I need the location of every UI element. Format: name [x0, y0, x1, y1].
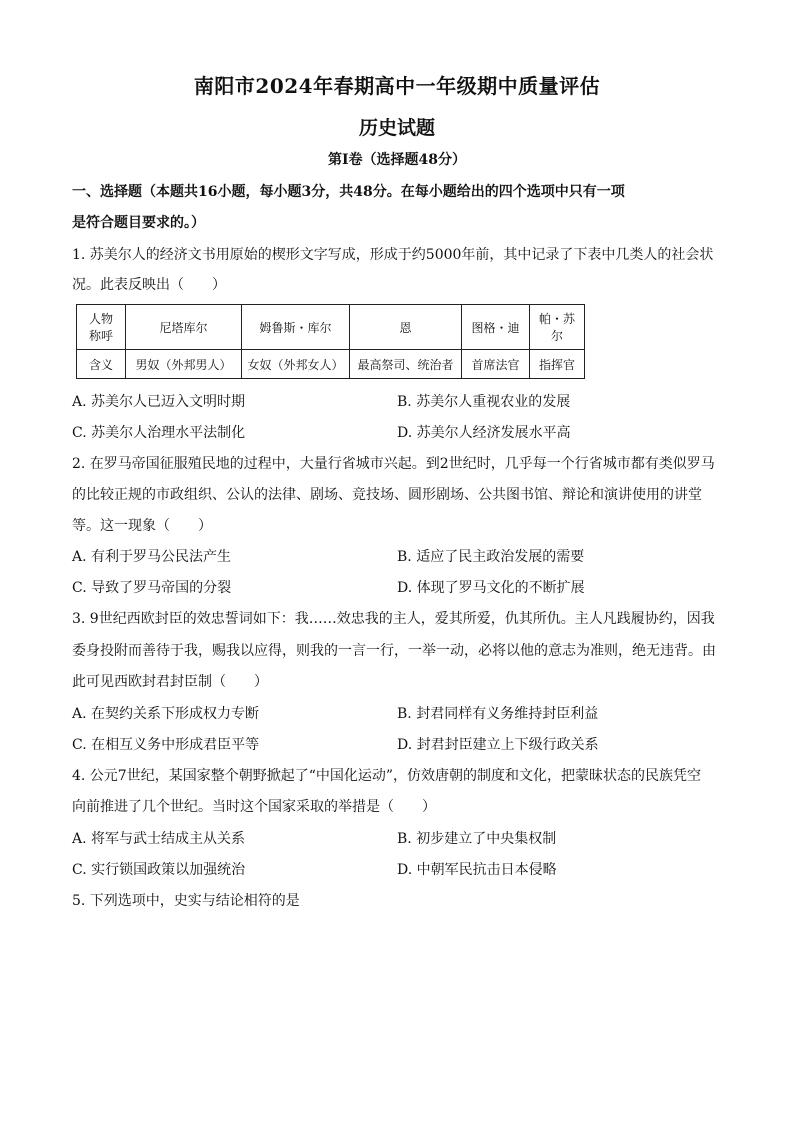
q3-option-c: C. 在相互义务中形成君臣平等	[72, 737, 260, 753]
table-cell: 首席法官	[462, 350, 530, 379]
q4-option-b: B. 初步建立了中央集权制	[397, 831, 557, 847]
q2-option-b: B. 适应了民主政治发展的需要	[397, 549, 585, 565]
table-cell: 尼塔库尔	[126, 305, 242, 350]
q1-table	[76, 304, 585, 379]
q2-option-d: D. 体现了罗马文化的不断扩展	[397, 580, 585, 596]
exam-title: 南阳市2024年春期高中一年级期中质量评估	[193, 74, 601, 98]
table-cell: 帕・苏尔	[530, 305, 585, 350]
q3-option-b: B. 封君同样有义务维持封臣利益	[397, 706, 599, 722]
instructions-line-2: 是符合题目要求的。）	[72, 215, 205, 231]
table-cell: 最高祭司、统治者	[350, 350, 462, 379]
table-cell: 姆鲁斯・库尔	[242, 305, 350, 350]
table-cell: 女奴（外邦女人）	[242, 350, 350, 379]
q3-option-d: D. 封君封臣建立上下级行政关系	[397, 737, 599, 753]
instructions-line-1: 一、选择题（本题共16小题，每小题3分，共48分。在每小题给出的四个选项中只有一项	[72, 184, 625, 200]
q1-stem-line-1: 1. 苏美尔人的经济文书用原始的楔形文字写成，形成于约5000年前，其中记录了下表中几类人的社会状	[72, 247, 714, 263]
q4-option-c: C. 实行锁国政策以加强统治	[72, 862, 246, 878]
table-cell: 图格・迪	[462, 305, 530, 350]
q3-stem-line-2: 委身投附而善待于我，赐我以应得，则我的一言一行，一举一动，必将以他的意志为准则，绝无违背。由	[72, 643, 716, 659]
q2-option-c: C. 导致了罗马帝国的分裂	[72, 580, 232, 596]
table-row-label: 含义	[77, 350, 126, 379]
q1-option-d: D. 苏美尔人经济发展水平高	[397, 425, 571, 441]
q4-stem-line-1: 4. 公元7世纪，某国家整个朝野掀起了“中国化运动”，仿效唐朝的制度和文化，把蒙昧状态的民族凭空	[72, 768, 702, 784]
q2-option-a: A. 有利于罗马公民法产生	[72, 549, 232, 565]
q4-option-d: D. 中朝军民抗击日本侵略	[397, 862, 557, 878]
q1-option-c: C. 苏美尔人治理水平法制化	[72, 425, 246, 441]
section-title: 第Ⅰ卷（选择题48分）	[327, 152, 467, 168]
q1-option-b: B. 苏美尔人重视农业的发展	[397, 394, 571, 410]
table-header-cell: 人物 称呼	[77, 305, 126, 350]
q3-stem-line-3: 此可见西欧封君封臣制（ ）	[72, 674, 268, 690]
q2-stem-line-2: 的比较正规的市政组织、公认的法律、剧场、竞技场、圆形剧场、公共图书馆、辩论和演讲使用的讲堂	[72, 487, 702, 503]
table-cell: 男奴（外邦男人）	[126, 350, 242, 379]
q1-option-a: A. 苏美尔人已迈入文明时期	[72, 394, 246, 410]
q5-stem-line-1: 5. 下列选项中，史实与结论相符的是	[72, 893, 300, 909]
q2-stem-line-3: 等。这一现象（ ）	[72, 518, 212, 534]
q2-stem-line-1: 2. 在罗马帝国征服殖民地的过程中，大量行省城市兴起。到2世纪时，几乎每一个行省城市都有类似罗马	[72, 456, 715, 472]
q4-option-a: A. 将军与武士结成主从关系	[72, 831, 246, 847]
q1-stem-line-2: 况。此表反映出（ ）	[72, 277, 226, 293]
table-cell: 指挥官	[530, 350, 585, 379]
q3-stem-line-1: 3. 9世纪西欧封臣的效忠誓词如下：我……效忠我的主人，爱其所爱，仇其所仇。主人凡践履协约，因我	[72, 611, 715, 627]
subject-title: 历史试题	[358, 117, 435, 139]
q4-stem-line-2: 向前推进了几个世纪。当时这个国家采取的举措是（ ）	[72, 799, 436, 815]
table-cell: 恩	[350, 305, 462, 350]
q3-option-a: A. 在契约关系下形成权力专断	[72, 706, 260, 722]
